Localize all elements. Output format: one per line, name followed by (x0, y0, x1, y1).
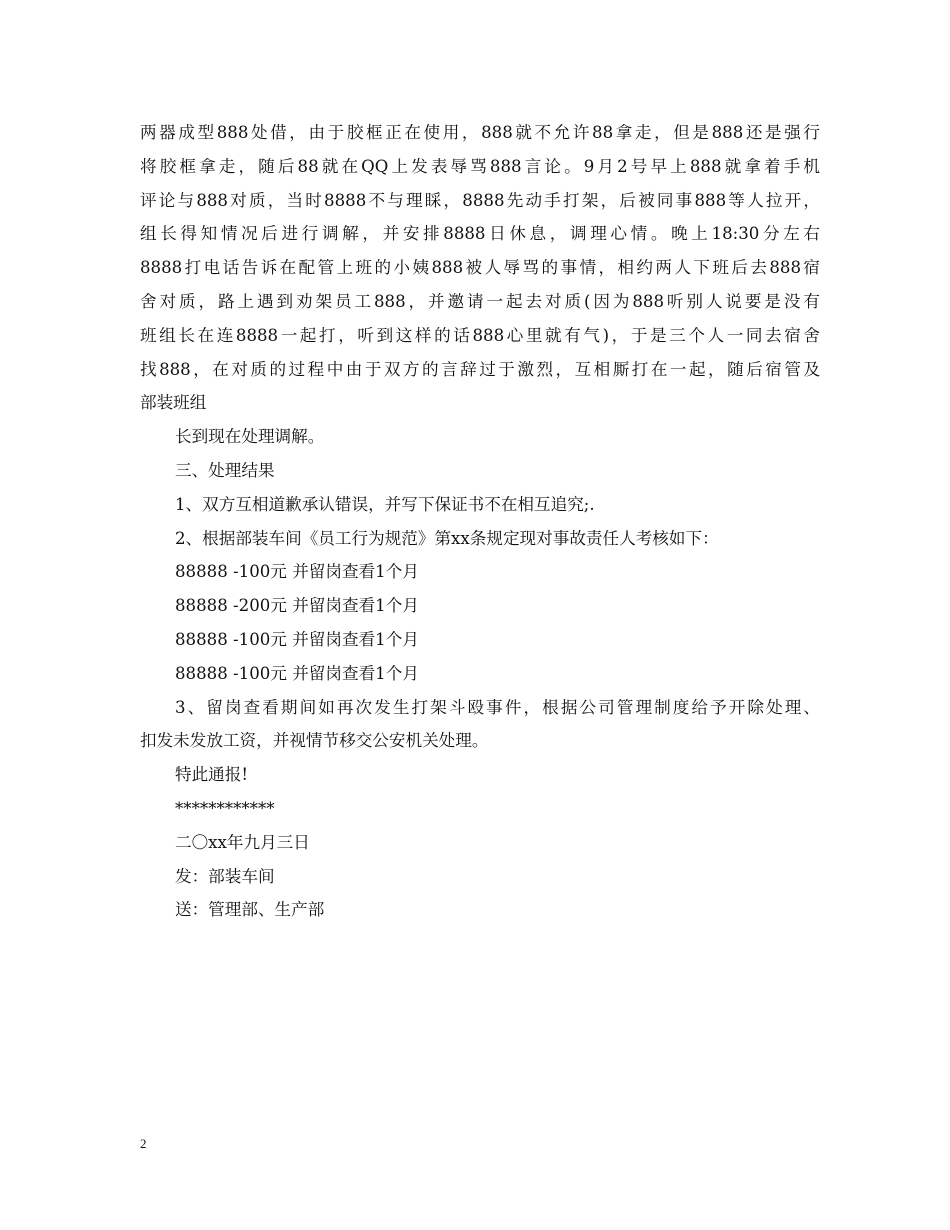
page-number: 2 (140, 1136, 147, 1151)
paragraph-line: 两器成型888处借，由于胶框正在使用，888就不允许88拿走，但是888还是强行 (140, 123, 820, 142)
paragraph-line: 班组长在连8888一起打，听到这样的话888心里就有气)，于是三个人一同去宿舍 (140, 325, 820, 345)
penalty-line: 88888 -100元 并留岗查看1个月 (175, 629, 419, 649)
sent-to: 送：管理部、生产部 (175, 900, 325, 920)
paragraph-line: 舍对质，路上遇到劝架员工888，并邀请一起去对质(因为888听别人说要是没有 (140, 291, 820, 311)
paragraph-line: 长到现在处理调解。 (175, 427, 325, 447)
result-item: 3、留岗查看期间如再次发生打架斗殴事件，根据公司管理制度给予开除处理、 (175, 697, 820, 717)
document-date: 二〇xx年九月三日 (175, 832, 310, 852)
penalty-line: 88888 -200元 并留岗查看1个月 (175, 596, 419, 616)
paragraph-line: 8888打电话告诉在配管上班的小姨888被人辱骂的事情，相约两人下班后去888宿 (140, 258, 820, 278)
paragraph-line: 组长得知情况后进行调解，并安排8888日休息，调理心情。晚上18:30分左右 (140, 224, 820, 244)
penalty-line: 88888 -100元 并留岗查看1个月 (175, 562, 419, 582)
signature-placeholder: ************ (175, 798, 275, 818)
paragraph-line: 将胶框拿走，随后88就在QQ上发表辱骂888言论。9月2号早上888就拿着手机 (140, 156, 820, 176)
result-item: 1、双方互相道歉承认错误，并写下保证书不在相互追究;. (175, 494, 595, 514)
paragraph-line: 评论与888对质，当时8888不与理睬，8888先动手打架，后被同事888等人拉开， (140, 190, 820, 210)
section-heading: 三、处理结果 (175, 460, 275, 480)
notice-closing: 特此通报! (175, 765, 249, 785)
result-item: 2、根据部装车间《员工行为规范》第xx条规定现对事故责任人考核如下： (175, 528, 719, 548)
penalty-line: 88888 -100元 并留岗查看1个月 (175, 663, 419, 683)
issued-by: 发：部装车间 (175, 866, 275, 886)
paragraph-line: 找888，在对质的过程中由于双方的言辞过于激烈，互相厮打在一起，随后宿管及 (140, 359, 820, 379)
paragraph-line: 扣发未发放工资，并视情节移交公安机关处理。 (140, 731, 489, 751)
document-body (140, 116, 820, 927)
paragraph-line: 部装班组 (140, 393, 207, 413)
